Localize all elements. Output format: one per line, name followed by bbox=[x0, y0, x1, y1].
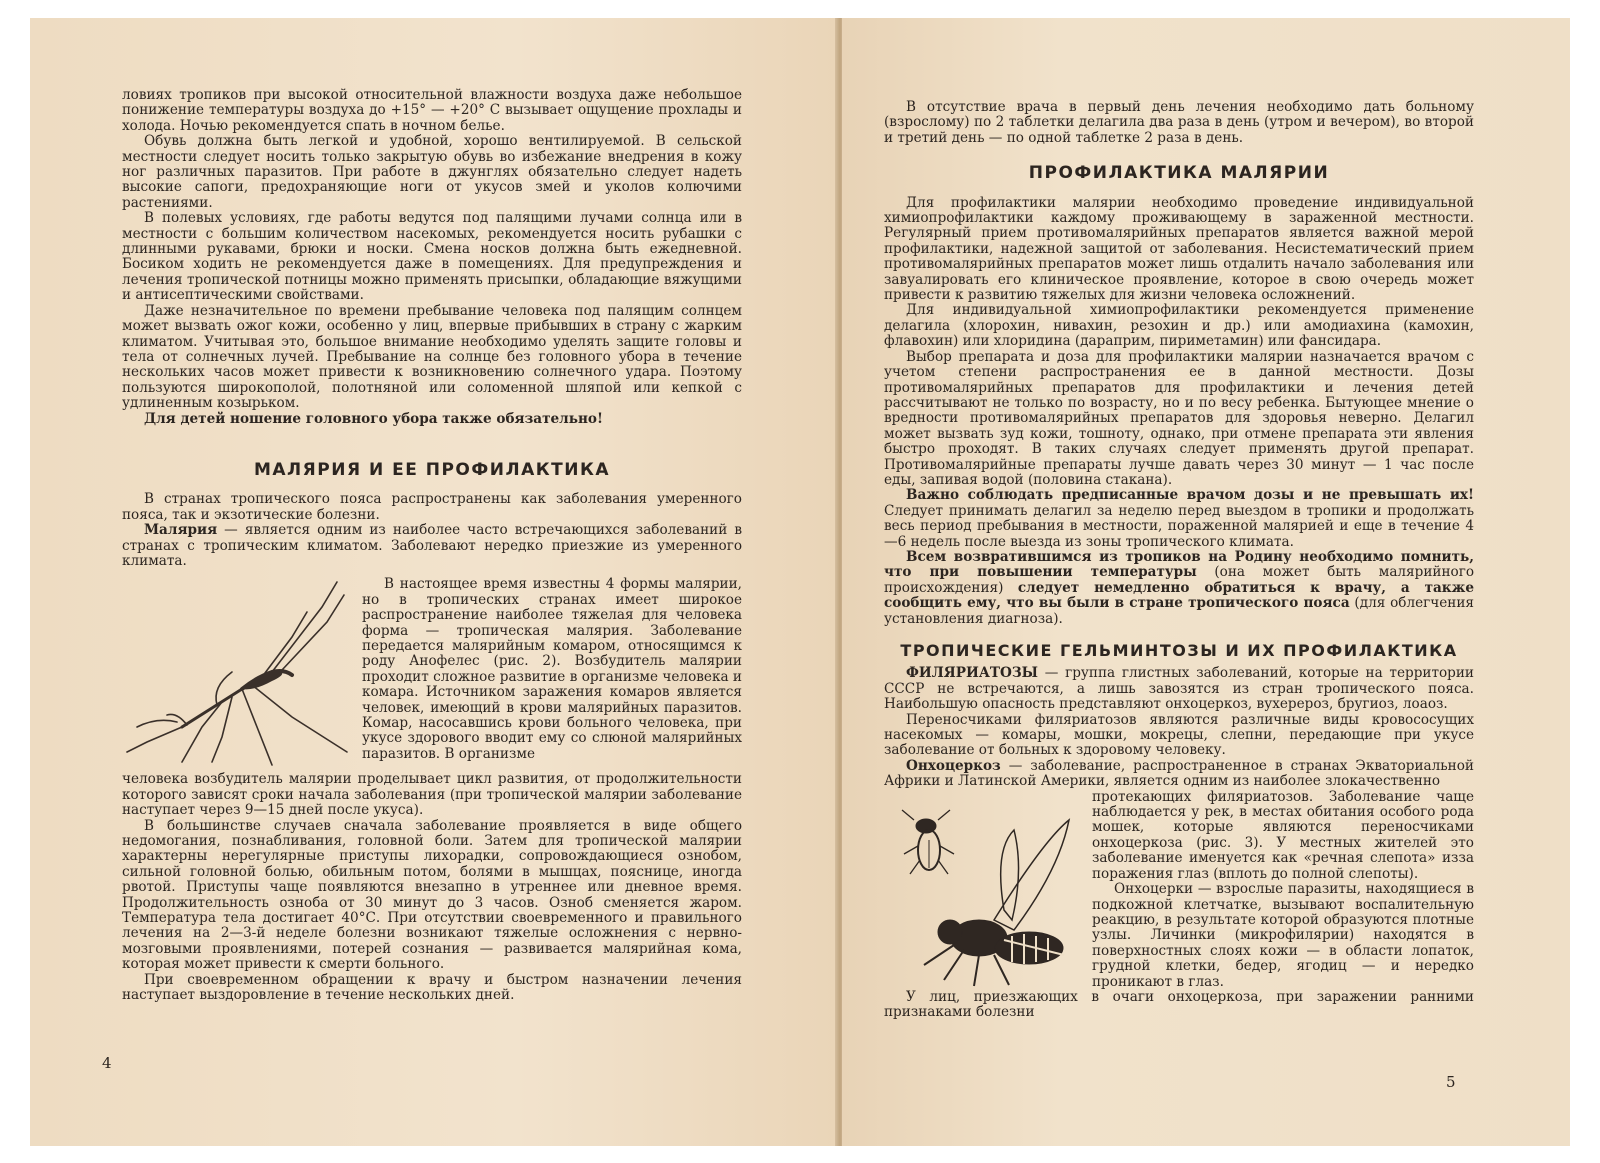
paragraph-filaria bbox=[884, 666, 1474, 712]
paragraph: Переносчиками филяриатозов являются различные виды кровососущих насекомых — комары, мошки, мокрецы, слепни, передающие при укусе заболевание от больных к здоровому человеку. bbox=[884, 711, 1474, 759]
paragraph: При своевременном обращении к врачу и быстром назначении лечения наступает выздоровление в течение нескольких дней. bbox=[122, 971, 742, 1004]
blackfly-figure bbox=[884, 790, 1084, 990]
paragraph: ловиях тропиков при высокой относительной влажности воздуха даже небольшое понижение температуры воздуха до +15° — +20° С вызывает ощущение прохлады и холода. Ночью рекомендуется спать в ночном белье. bbox=[122, 87, 742, 134]
paragraph: Для профилактики малярии необходимо проведение индивидуальной химиопрофилактики каждому проживающему в зараженной местности. Регулярный прием противомалярийных препаратов является важной мерой профилактики, надежной защитой от заболевания. Несистематический прием противомалярийных препаратов может лишь отдалить начало заболевания или завуалировать его клиническое проявление, которое в свою очередь может привести к развитию тяжелых для жизни человека осложнений. bbox=[884, 194, 1474, 304]
paragraph: В отсутствие врача в первый день лечения необходимо дать больному (взрослому) по 2 таблетки делагила два раза в день (утром и вечером), во второй и третий день — по одной таблетке 2 раза в день. bbox=[884, 99, 1474, 146]
wrap-block bbox=[122, 577, 742, 762]
paragraph-wrap: У лиц, приезжающих в очаги онхоцеркоза, при заражении ранними признаками болезни bbox=[884, 988, 1474, 1021]
paragraph-wrap: Онхоцерки — взрослые паразиты, находящиеся в подкожной клетчатке, вызывают воспалительную реакцию, в результате которой образуются плотные узлы. Личинки (микрофилярии) находятся в поверхностных слоях кожи — в области лопаток, грудной клетки, бедер, ягодиц — и нередко проникают в глаз. bbox=[1092, 881, 1474, 990]
wrap-block-right bbox=[884, 790, 1474, 1021]
important-rest: Следует принимать делагил за неделю перед выездом в тропики и продолжать весь период пребывания в местности, пораженной малярией и еще в течение 4—6 недель после выезда из зоны тропического климата. bbox=[884, 502, 1474, 550]
section-heading-prophylaxis: ПРОФИЛАКТИКА МАЛЯРИИ bbox=[1028, 163, 1330, 184]
right-text-column bbox=[884, 100, 1474, 1021]
paragraph-oncho bbox=[884, 759, 1474, 790]
section-heading-helminths: ТРОПИЧЕСКИЕ ГЕЛЬМИНТОЗЫ И ИХ ПРОФИЛАКТИКА bbox=[900, 641, 1458, 660]
paragraph-bold: Для детей ношение головного убора также обязательно! bbox=[144, 410, 603, 427]
page-number-right: 5 bbox=[1446, 1073, 1456, 1091]
paragraph: человека возбудитель малярии проделывает цикл развития, от продолжительности которого зависят сроки начала заболевания (при тропической малярии заболевание наступает через 9—15 дней после укуса). bbox=[122, 771, 742, 819]
mosquito-icon bbox=[122, 577, 352, 772]
left-page bbox=[30, 18, 838, 1146]
paragraph: Выбор препарата и доза для профилактики малярии назначается врачом с учетом степени распространения ее в данной местности. Дозы противомалярийных препаратов для профилактики и лечения детей рассчитывают не только по возрасту, но и по весу ребенка. Бытующее мнение о вредности противомалярийных препаратов для здоровья неверно. Делагил может вызвать зуд кожи, тошноту, однако, при отмене препарата эти явления быстро проходят. В таких случаях следует применять другой препарат. Противомалярийные препараты лучше давать через 30 минут — 1 час после еды, запивая водой (половина стакана). bbox=[884, 348, 1474, 488]
paragraph-important bbox=[884, 488, 1474, 550]
malaria-definition: — является одним из наиболее часто встречающихся заболеваний в странах с тропическим климатом. Заболевают нередко приезжие из умеренного климата. bbox=[122, 522, 742, 569]
paragraph-wrap: протекающих филяриатозов. Заболевание чаще наблюдается у рек, в местах обитания особого рода мошек, которые являются переносчиками онхоцеркоза (рис. 3). У местных жителей это заболевание именуется как «речная слепота» изза поражения глаз (вплоть до полной слепоты). bbox=[1092, 788, 1474, 882]
left-text-column bbox=[122, 88, 742, 1003]
filaria-definition: — группа глистных заболеваний, которые на территории СССР не встречаются, а лишь завозятся из стран тропического пояса. Наибольшую опасность представляют онхоцеркоз, вухерероз, бругиоз, лоаоз. bbox=[884, 665, 1474, 713]
oncho-definition: — заболевание, распространенное в странах Экваториальной Африки и Латинской Америки, является одним из наиболее злокачественно bbox=[884, 757, 1474, 790]
return-bold-1: Всем возвратившимся из тропиков на Родину необходимо помнить, что при повышении температуры bbox=[884, 548, 1474, 581]
return-mid: (она может быть малярийного происхождения) bbox=[884, 564, 1475, 596]
paragraph-malaria bbox=[122, 523, 742, 569]
paragraph-return bbox=[884, 550, 1474, 627]
paragraph-wrap: В настоящее время известны 4 формы малярии, но в тропических странах имеет широкое распространение наиболее тяжелая для человека форма — тропическая малярия. Заболевание передается малярийным комаром, относящимся к роду Анофелес (рис. 2). Возбудитель малярии проходит сложное развитие в организме человека и комара. Источником заражения комаров является человек, имеющий в крови малярийных паразитов. Комар, насосавшись крови больного человека, при укусе здорового вводит ему со слюной малярийных паразитов. В организме bbox=[362, 576, 742, 762]
return-end: (для облегчения установления диагноза). bbox=[884, 595, 1474, 627]
paragraph: Для индивидуальной химиопрофилактики рекомендуется применение делагила (хлорохин, нивахин, резохин и др.) или амодиахина (камохин, флавохин) или хлоридина (дараприм, пириметамин) или фансидара. bbox=[884, 302, 1474, 350]
page-number-left: 4 bbox=[102, 1054, 112, 1072]
paragraph: Обувь должна быть легкой и удобной, хорошо вентилируемой. В сельской местности следует носить только закрытую обувь во избежание внедрения в кожу ног различных паразитов. При работе в джунглях обязательно следует надеть высокие сапоги, предохраняющие ноги от укусов змей и уколов колючими растениями. bbox=[122, 133, 742, 211]
blackfly-icon bbox=[884, 790, 1084, 990]
mosquito-figure bbox=[122, 577, 352, 772]
term-filaria: ФИЛЯРИАТОЗЫ bbox=[906, 665, 1038, 682]
term-onchocerciasis: Онхоцеркоз bbox=[906, 757, 1001, 774]
return-bold-2: следует немедленно обратиться к врачу, а также сообщить ему, что вы были в стране тропического пояса bbox=[884, 579, 1474, 612]
paragraph: В полевых условиях, где работы ведутся под палящими лучами солнца или в местности с большим количеством насекомых, рекомендуется носить рубашки с длинными рукавами, брюки и носки. Смена носков должна быть ежедневной. Босиком ходить не рекомендуется даже в помещениях. Для предупреждения и лечения тропической потницы можно применять присыпки, обладающие вяжущими и антисептическими свойствами. bbox=[122, 210, 742, 304]
paragraph: Даже незначительное по времени пребывание человека под палящим солнцем может вызвать ожог кожи, особенно у лиц, впервые прибывших в страну с жарким климатом. Учитывая это, большое внимание необходимо уделять защите головы и тела от солнечных лучей. Пребывание на солнце без головного убора в течение нескольких часов может привести к возникновению солнечного удара. Поэтому пользуются широкополой, полотняной или соломенной шляпой или кепкой с удлиненным козырьком. bbox=[122, 302, 742, 412]
right-page bbox=[842, 18, 1570, 1146]
paragraph: В странах тропического пояса распространены как заболевания умеренного пояса, так и экзотические болезни. bbox=[122, 491, 742, 523]
important-bold: Важно соблюдать предписанные врачом дозы и не превышать их! bbox=[906, 487, 1474, 504]
term-malaria: Малярия bbox=[144, 522, 218, 539]
section-heading-malaria: МАЛЯРИЯ И ЕЕ ПРОФИЛАКТИКА bbox=[253, 459, 611, 480]
paragraph: В большинстве случаев сначала заболевание проявляется в виде общего недомогания, познабливания, головной боли. Затем для тропической малярии характерны нерегулярные приступы лихорадки, сопровождающиеся ознобом, сильной головной болью, обильным потом, болями в мышцах, пояснице, иногда рвотой. Приступы чаще появляются внезапно в утреннее или дневное время. Продолжительность озноба от 30 минут до 3 часов. Озноб сменяется жаром. Температура тела достигает 40°С. При отсутствии своевременного и правильного лечения на 2—3-й неделе болезни возникают тяжелые осложнения с нервно-мозговыми проявлениями, потерей сознания — развивается малярийная кома, которая может привести к смерти больного. bbox=[122, 817, 742, 973]
